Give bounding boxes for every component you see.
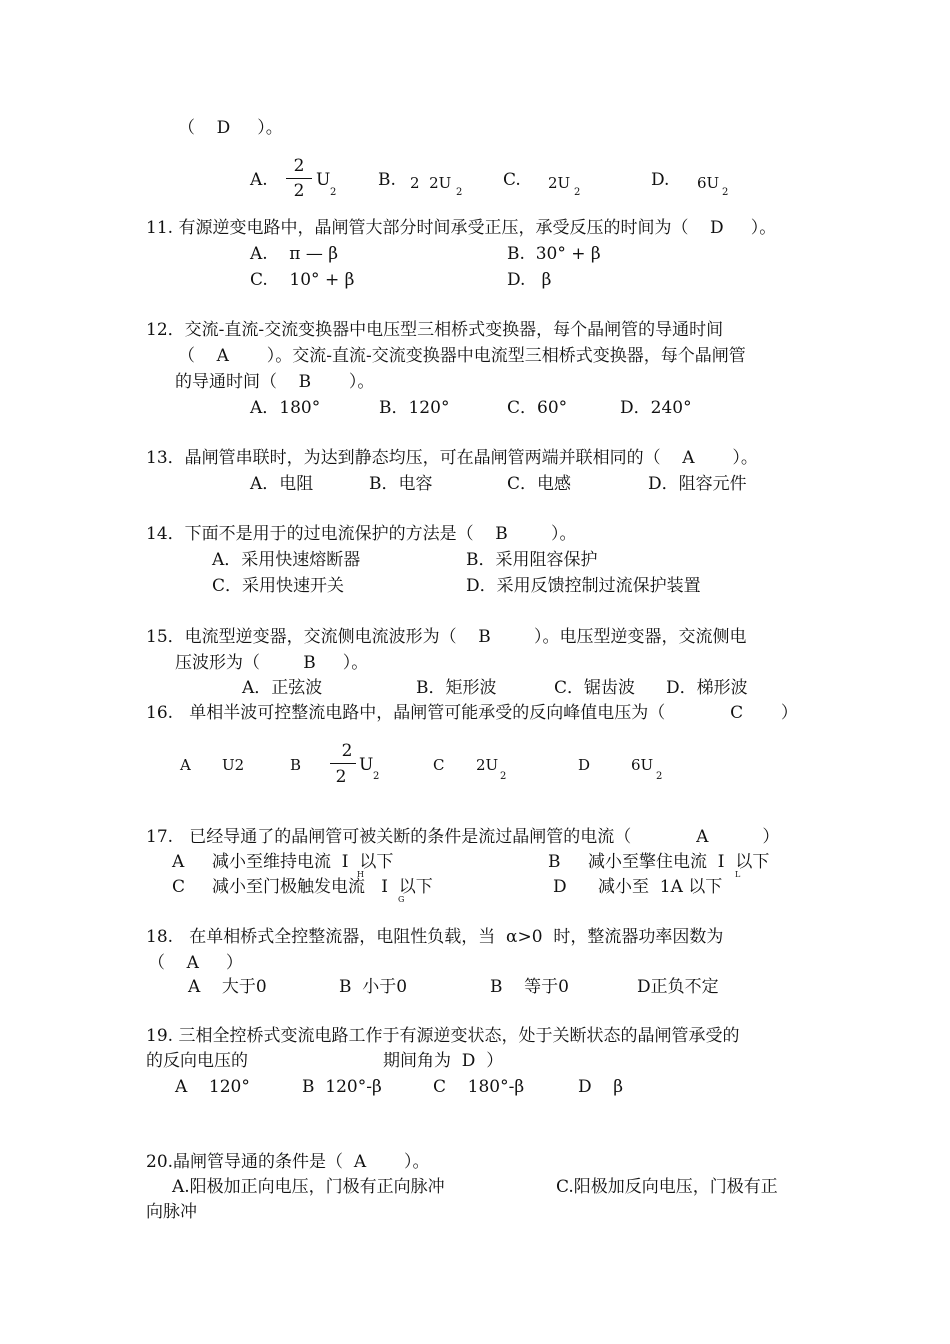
q13-option-a: A．电阻 [250,474,314,494]
q18-option-c: B 等于0 [490,977,569,997]
q19-stem-line2-end: 期间角为 D ） [383,1051,504,1071]
q16-option-d-subscript: 2 [656,771,663,782]
q17-option-c-subscript: G [398,895,405,904]
q10-option-a-fraction-bar [286,178,312,179]
q19-stem-line2-start: 的反向电压的 [146,1051,248,1071]
q10-option-c-subscript: 2 [574,187,581,198]
q15-option-d: D．梯形波 [666,678,748,698]
q17-option-c-label: C [172,877,186,897]
q19-option-b: B 120°-β [302,1077,382,1097]
q17-option-d-text: 减小至 1A 以下 [598,877,723,897]
q13-option-b: B．电容 [369,474,433,494]
q10-option-d-text: 6U [697,174,720,192]
q20-option-c-continued: 向脉冲 [146,1202,197,1222]
q10-option-a-label: A. [250,170,268,190]
q16-option-d-label: D [578,756,591,774]
q16-option-b-variable: U [359,755,374,775]
q12-stem-line3: 的导通时间（ B ）。 [175,372,375,392]
q13-stem: 13．晶闸管串联时，为达到静态均压，可在晶闸管两端并联相同的（ A ）。 [146,448,758,468]
q15-option-b: B．矩形波 [416,678,497,698]
q16-option-c-label: C [433,756,445,774]
q17-option-c-text: 减小至门极触发电流 I 以下 [212,877,433,897]
q10-option-b-text: 2 2U [410,174,452,192]
q15-option-a: A．正弦波 [242,678,323,698]
q10-option-a-variable: U [316,170,331,190]
q17-option-b-text: 减小至擎住电流 I 以下 [588,852,770,872]
q17-option-b-label: B [548,852,561,872]
q20-option-c: C.阳极加反向电压，门极有正 [556,1177,778,1197]
q14-option-a: A．采用快速熔断器 [212,550,361,570]
q17-option-a-text: 减小至维持电流 I 以下 [212,852,394,872]
q11-option-c: C. 10° + β [250,270,355,290]
q10-option-a-numerator: 2 [293,156,305,176]
q11-option-a: A. π — β [250,244,339,264]
q16-stem: 16. 单相半波可控整流电路中，晶闸管可能承受的反向峰值电压为（ C ） [146,703,798,723]
q16-option-b-label: B [290,756,302,774]
q14-option-b: B．采用阻容保护 [466,550,598,570]
q14-stem: 14．下面不是用于的过电流保护的方法是（ B ）。 [146,524,577,544]
q19-option-d: D β [578,1077,624,1097]
q19-stem-line1: 19. 三相全控桥式变流电路工作于有源逆变状态，处于关断状态的晶闸管承受的 [146,1026,740,1046]
q17-option-d-label: D [553,877,567,897]
q18-stem-line2: （ A ） [148,953,243,973]
q11-option-b: B. 30° + β [507,244,601,264]
q20-option-a: A.阳极加正向电压，门极有正向脉冲 [172,1177,445,1197]
q15-stem-line1: 15．电流型逆变器，交流侧电流波形为（ B ）。电压型逆变器，交流侧电 [146,627,747,647]
q17-option-a-subscript: H [357,870,364,879]
q18-option-d: D正负不定 [637,977,719,997]
q10-option-a-denominator: 2 [293,181,305,201]
q19-option-a: A 120° [175,1077,250,1097]
q14-option-c: C．采用快速开关 [212,576,345,596]
q10-option-b-subscript: 2 [456,187,463,198]
q12-option-d: D．240° [620,398,692,418]
q12-option-c: C．60° [507,398,568,418]
q16-option-b-denominator: 2 [335,767,347,787]
q10-option-c-label: C. [503,170,521,190]
q17-stem: 17. 已经导通了的晶闸管可被关断的条件是流过晶闸管的电流（ A ） [146,827,780,847]
q13-option-c: C．电感 [507,474,572,494]
q16-option-d-text: 6U [631,756,654,774]
q10-option-b-label: B. [378,170,396,190]
q10-option-c-text: 2U [548,174,571,192]
q10-answer-line: （ D ）。 [178,118,283,138]
q10-option-d-label: D. [651,170,670,190]
q11-stem: 11. 有源逆变电路中，晶闸管大部分时间承受正压，承受反压的时间为（ D ）。 [146,218,777,238]
q11-option-d: D. β [507,270,552,290]
q10-option-d-subscript: 2 [722,187,729,198]
q12-stem-line1: 12．交流-直流-交流变换器中电压型三相桥式变换器，每个晶闸管的导通时间 [146,320,724,340]
q12-option-b: B．120° [379,398,450,418]
q16-option-a-label: A [180,756,191,774]
q18-option-a: A 大于0 [188,977,267,997]
q15-option-c: C．锯齿波 [554,678,636,698]
q18-stem-line1: 18. 在单相桥式全控整流器，电阻性负载，当 α>0 时，整流器功率因数为 [146,927,724,947]
q10-option-a-subscript: 2 [330,187,337,198]
q19-option-c: C 180°-β [433,1077,525,1097]
q16-option-b-fraction-bar [330,763,356,764]
q14-option-d: D．采用反馈控制过流保护装置 [466,576,701,596]
q16-option-b-subscript: 2 [373,771,380,782]
q20-stem: 20.晶闸管导通的条件是（ A ）。 [146,1152,430,1172]
q18-option-b: B 小于0 [339,977,408,997]
q13-option-d: D．阻容元件 [648,474,747,494]
q16-option-b-numerator: 2 [341,741,353,761]
q17-option-b-subscript: L [735,870,741,879]
q12-option-a: A．180° [250,398,321,418]
q12-stem-line2: （ A ）。交流-直流-交流变换器中电流型三相桥式变换器，每个晶闸管 [178,346,746,366]
q15-stem-line2: 压波形为（ B ）。 [175,653,369,673]
q16-option-c-text: 2U [476,756,499,774]
q16-option-a-text: U2 [222,756,245,774]
q17-option-a-label: A [172,852,185,872]
q16-option-c-subscript: 2 [500,771,507,782]
